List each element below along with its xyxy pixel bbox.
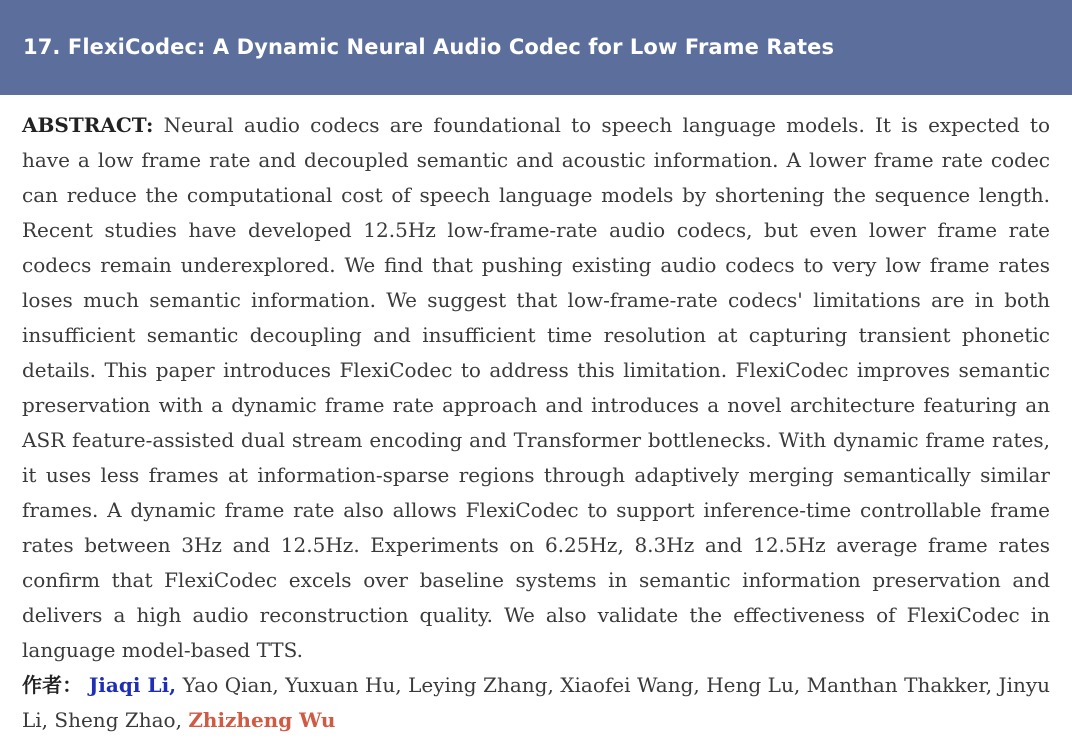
- abstract-text: Neural audio codecs are foundational to speech language models. It is expected to have a low frame rate and decoupled semantic and acoustic information. A lower frame rate codec can reduce the computational cost of speech language models by shortening the sequence length. Recent studies have developed 12.5Hz low-frame-rate audio codecs, but even lower frame rate codecs remain underexplored. We find that pushing existing audio codecs to very low frame rates loses much semantic information. We suggest that low-frame-rate codecs' limitations are in both insufficient semantic decoupling and insufficient time resolution at capturing transient phonetic details. This paper introduces FlexiCodec to address this limitation. FlexiCodec improves semantic preservation with a dynamic frame rate approach and introduces a novel architecture featuring an ASR feature-assisted dual stream encoding and Transformer bottlenecks. With dynamic frame rates, it uses less frames at information-sparse regions through adaptively merging semantically similar frames. A dynamic frame rate also allows FlexiCodec to support inference-time controllable frame rates between 3Hz and 12.5Hz. Experiments on 6.25Hz, 8.3Hz and 12.5Hz average frame rates confirm that FlexiCodec excels over baseline systems in semantic information preservation and delivers a high audio reconstruction quality. We also validate the effectiveness of FlexiCodec in language model-based TTS.: [22, 113, 1050, 662]
- authors-line: [22, 668, 1050, 738]
- first-author: Jiaqi Li,: [88, 673, 177, 697]
- last-author: Zhizheng Wu: [188, 708, 336, 732]
- abstract-section: [22, 108, 1050, 668]
- paper-content: [22, 108, 1050, 738]
- co-authors: Yao Qian, Yuxuan Hu, Leying Zhang, Xiaofei Wang, Heng Lu, Manthan Thakker, Jinyu Li, Sheng Zhao,: [22, 673, 1051, 732]
- paper-title: 17. FlexiCodec: A Dynamic Neural Audio Codec for Low Frame Rates: [23, 34, 835, 59]
- authors-label: 作者：: [22, 673, 83, 697]
- abstract-paragraph: [22, 108, 1050, 668]
- paper-header: [0, 0, 1072, 95]
- abstract-label: ABSTRACT:: [22, 113, 154, 137]
